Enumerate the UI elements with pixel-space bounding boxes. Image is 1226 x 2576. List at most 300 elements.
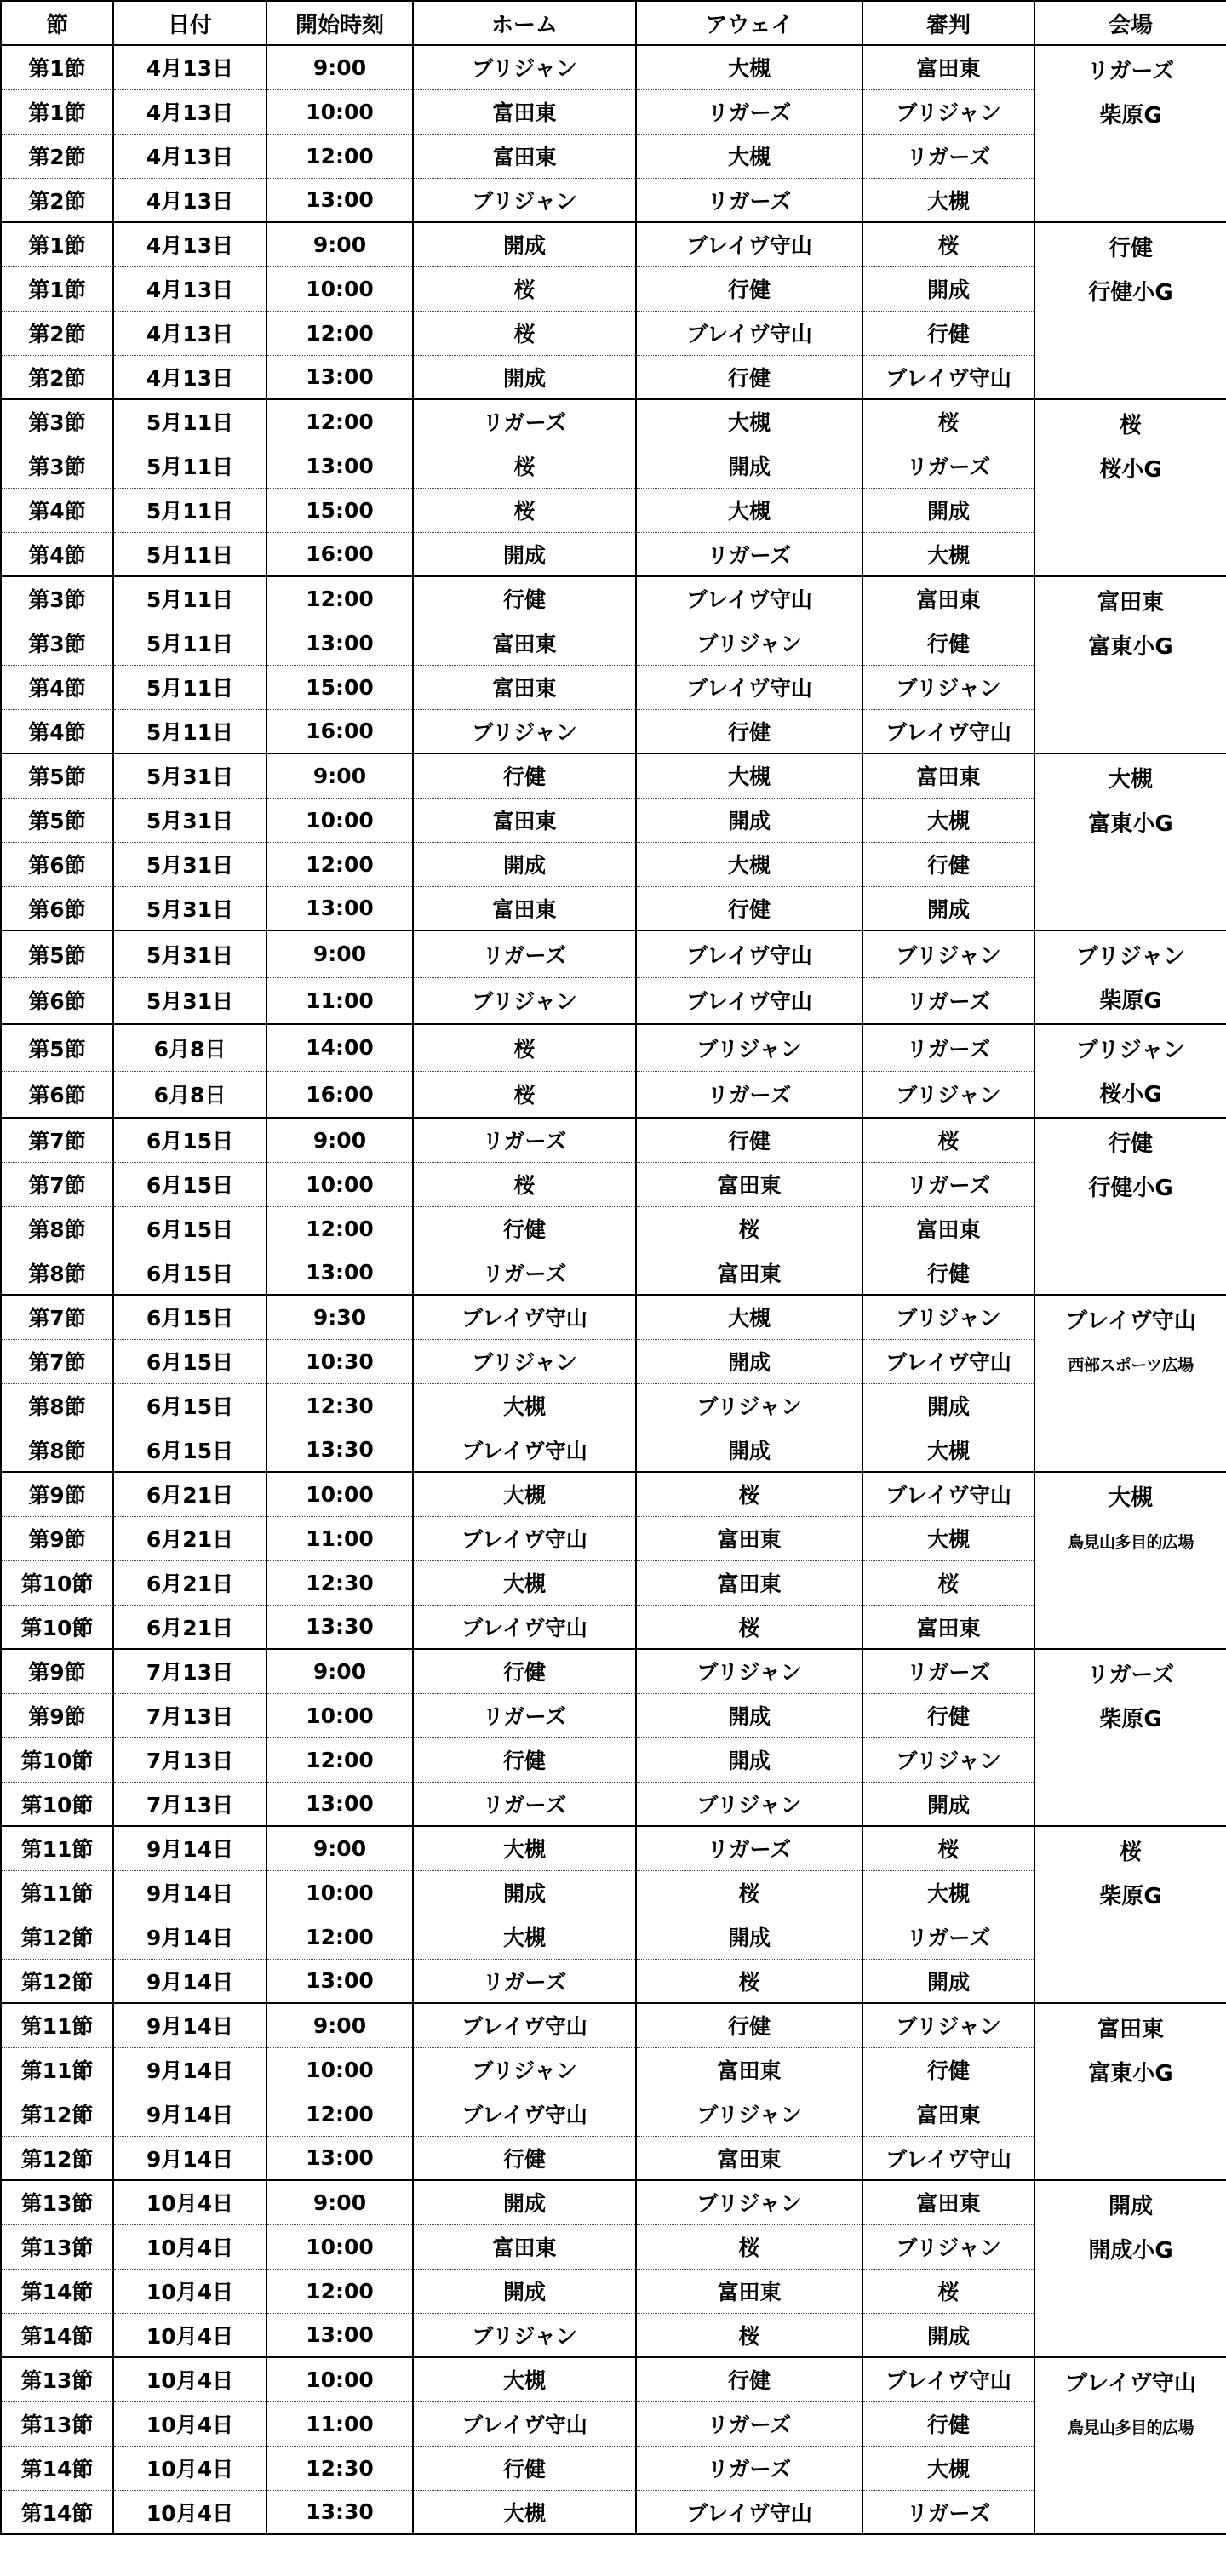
referee-cell: ブレイヴ守山 xyxy=(862,2357,1034,2401)
table-row xyxy=(1,399,1226,444)
away-team-cell: 桜 xyxy=(636,1605,862,1649)
away-team-cell: 富田東 xyxy=(636,2136,862,2180)
venue-field: 桜小G xyxy=(1099,1082,1162,1108)
referee-cell: リガーズ xyxy=(862,977,1034,1024)
referee-cell: 大槻 xyxy=(862,1428,1034,1472)
round-cell: 第6節 xyxy=(1,1071,113,1118)
venue-field: 桜小G xyxy=(1099,457,1162,483)
referee-cell: 行健 xyxy=(862,2047,1034,2092)
round-cell: 第12節 xyxy=(1,2092,113,2136)
round-cell: 第7節 xyxy=(1,1339,113,1383)
away-team-cell: ブリジャン xyxy=(636,1649,862,1693)
start-time-cell: 12:30 xyxy=(266,1560,413,1605)
round-cell: 第11節 xyxy=(1,2047,113,2092)
start-time-cell: 9:00 xyxy=(266,753,413,798)
venue-field: 柴原G xyxy=(1099,1707,1162,1732)
away-team-cell: リガーズ xyxy=(636,1071,862,1118)
home-team-cell: 開成 xyxy=(413,532,636,576)
home-team-cell: 開成 xyxy=(413,1870,636,1915)
referee-cell: リガーズ xyxy=(862,1162,1034,1206)
referee-cell: 開成 xyxy=(862,2313,1034,2357)
away-team-cell: 行健 xyxy=(636,709,862,753)
away-team-cell: ブリジャン xyxy=(636,621,862,665)
start-time-cell: 12:00 xyxy=(266,134,413,178)
venue-host: 大槻 xyxy=(1108,767,1153,793)
venue-field: 西部スポーツ広場 xyxy=(1068,1356,1194,1375)
away-team-cell: ブレイヴ守山 xyxy=(636,2490,862,2534)
referee-cell: リガーズ xyxy=(862,2490,1034,2534)
away-team-cell: 開成 xyxy=(636,1339,862,1383)
round-cell: 第5節 xyxy=(1,798,113,842)
away-team-cell: 大槻 xyxy=(636,399,862,444)
home-team-cell: 桜 xyxy=(413,266,636,311)
home-team-cell: リガーズ xyxy=(413,1251,636,1295)
start-time-cell: 13:00 xyxy=(266,355,413,399)
venue-host: リガーズ xyxy=(1086,59,1175,84)
referee-cell: 大槻 xyxy=(862,1870,1034,1915)
date-cell: 9月14日 xyxy=(113,1959,266,2003)
home-team-cell: 開成 xyxy=(413,2180,636,2224)
referee-cell: 大槻 xyxy=(862,178,1034,222)
home-team-cell: ブリジャン xyxy=(413,2047,636,2092)
referee-cell: ブレイヴ守山 xyxy=(862,709,1034,753)
referee-cell: 行健 xyxy=(862,1693,1034,1737)
round-cell: 第13節 xyxy=(1,2180,113,2224)
home-team-cell: リガーズ xyxy=(413,1959,636,2003)
table-row xyxy=(1,930,1226,977)
date-cell: 4月13日 xyxy=(113,89,266,134)
date-cell: 7月13日 xyxy=(113,1649,266,1693)
start-time-cell: 10:00 xyxy=(266,1472,413,1516)
venue-field: 富東小G xyxy=(1088,634,1173,660)
venue-field: 柴原G xyxy=(1099,988,1162,1014)
venue-field: 富東小G xyxy=(1088,811,1173,837)
start-time-cell: 13:00 xyxy=(266,178,413,222)
start-time-cell: 10:00 xyxy=(266,2224,413,2269)
venue-cell xyxy=(1034,930,1226,1024)
date-cell: 6月8日 xyxy=(113,1071,266,1118)
start-time-cell: 10:00 xyxy=(266,2047,413,2092)
away-team-cell: 開成 xyxy=(636,444,862,488)
home-team-cell: 行健 xyxy=(413,2136,636,2180)
date-cell: 5月11日 xyxy=(113,399,266,444)
table-header xyxy=(1,1,1226,45)
date-cell: 10月4日 xyxy=(113,2224,266,2269)
date-cell: 10月4日 xyxy=(113,2446,266,2490)
start-time-cell: 15:00 xyxy=(266,665,413,709)
header-home: ホーム xyxy=(413,1,636,45)
header-round: 節 xyxy=(1,1,113,45)
round-cell: 第13節 xyxy=(1,2357,113,2401)
date-cell: 6月15日 xyxy=(113,1162,266,1206)
referee-cell: 富田東 xyxy=(862,753,1034,798)
venue-field: 開成小G xyxy=(1088,2238,1173,2264)
table-row xyxy=(1,2180,1226,2224)
venue-host: ブレイヴ守山 xyxy=(1065,1308,1196,1334)
home-team-cell: 行健 xyxy=(413,1206,636,1251)
venue-cell xyxy=(1034,222,1226,399)
round-cell: 第12節 xyxy=(1,1915,113,1959)
home-team-cell: 大槻 xyxy=(413,2357,636,2401)
round-cell: 第9節 xyxy=(1,1649,113,1693)
home-team-cell: ブリジャン xyxy=(413,709,636,753)
round-cell: 第1節 xyxy=(1,45,113,89)
referee-cell: 開成 xyxy=(862,1959,1034,2003)
home-team-cell: 富田東 xyxy=(413,2224,636,2269)
round-cell: 第5節 xyxy=(1,753,113,798)
away-team-cell: リガーズ xyxy=(636,1826,862,1870)
referee-cell: 大槻 xyxy=(862,798,1034,842)
start-time-cell: 13:00 xyxy=(266,2313,413,2357)
home-team-cell: 開成 xyxy=(413,355,636,399)
venue-host: ブレイヴ守山 xyxy=(1065,2371,1196,2396)
table-row xyxy=(1,2003,1226,2047)
away-team-cell: 開成 xyxy=(636,1693,862,1737)
header-start-time: 開始時刻 xyxy=(266,1,413,45)
away-team-cell: ブレイヴ守山 xyxy=(636,576,862,621)
round-cell: 第8節 xyxy=(1,1428,113,1472)
home-team-cell: 桜 xyxy=(413,1162,636,1206)
referee-cell: 富田東 xyxy=(862,1206,1034,1251)
referee-cell: リガーズ xyxy=(862,444,1034,488)
start-time-cell: 9:00 xyxy=(266,222,413,266)
home-team-cell: 富田東 xyxy=(413,134,636,178)
home-team-cell: 開成 xyxy=(413,222,636,266)
home-team-cell: ブレイヴ守山 xyxy=(413,2003,636,2047)
round-cell: 第6節 xyxy=(1,886,113,930)
round-cell: 第1節 xyxy=(1,266,113,311)
round-cell: 第4節 xyxy=(1,488,113,532)
venue-host: 開成 xyxy=(1108,2194,1153,2219)
date-cell: 5月11日 xyxy=(113,621,266,665)
start-time-cell: 10:00 xyxy=(266,798,413,842)
away-team-cell: 行健 xyxy=(636,886,862,930)
date-cell: 6月15日 xyxy=(113,1339,266,1383)
round-cell: 第10節 xyxy=(1,1605,113,1649)
round-cell: 第3節 xyxy=(1,399,113,444)
away-team-cell: 行健 xyxy=(636,266,862,311)
date-cell: 5月11日 xyxy=(113,576,266,621)
venue-host: 桜 xyxy=(1119,1840,1142,1865)
away-team-cell: ブレイヴ守山 xyxy=(636,930,862,977)
round-cell: 第7節 xyxy=(1,1118,113,1162)
away-team-cell: ブレイヴ守山 xyxy=(636,311,862,355)
away-team-cell: ブレイヴ守山 xyxy=(636,665,862,709)
round-cell: 第10節 xyxy=(1,1560,113,1605)
venue-cell xyxy=(1034,576,1226,753)
start-time-cell: 10:00 xyxy=(266,266,413,311)
date-cell: 5月31日 xyxy=(113,753,266,798)
table-row xyxy=(1,1295,1226,1339)
away-team-cell: 行健 xyxy=(636,355,862,399)
referee-cell: 桜 xyxy=(862,1826,1034,1870)
venue-cell xyxy=(1034,2003,1226,2180)
date-cell: 6月21日 xyxy=(113,1516,266,1560)
start-time-cell: 16:00 xyxy=(266,1071,413,1118)
date-cell: 6月15日 xyxy=(113,1295,266,1339)
referee-cell: 富田東 xyxy=(862,576,1034,621)
table-row xyxy=(1,1649,1226,1693)
start-time-cell: 9:00 xyxy=(266,2180,413,2224)
header-venue: 会場 xyxy=(1034,1,1226,45)
referee-cell: 行健 xyxy=(862,2401,1034,2446)
home-team-cell: リガーズ xyxy=(413,930,636,977)
table-row xyxy=(1,1024,1226,1071)
start-time-cell: 11:00 xyxy=(266,1516,413,1560)
venue-host: 大槻 xyxy=(1108,1485,1153,1511)
away-team-cell: リガーズ xyxy=(636,2446,862,2490)
away-team-cell: 行健 xyxy=(636,2357,862,2401)
venue-host: 富田東 xyxy=(1097,2017,1164,2042)
round-cell: 第3節 xyxy=(1,576,113,621)
referee-cell: ブリジャン xyxy=(862,89,1034,134)
home-team-cell: ブリジャン xyxy=(413,2313,636,2357)
venue-field: 柴原G xyxy=(1099,103,1162,129)
start-time-cell: 10:30 xyxy=(266,1339,413,1383)
date-cell: 6月15日 xyxy=(113,1383,266,1428)
date-cell: 7月13日 xyxy=(113,1782,266,1826)
date-cell: 6月15日 xyxy=(113,1206,266,1251)
home-team-cell: 富田東 xyxy=(413,621,636,665)
date-cell: 5月31日 xyxy=(113,930,266,977)
start-time-cell: 13:00 xyxy=(266,1959,413,2003)
round-cell: 第1節 xyxy=(1,89,113,134)
round-cell: 第11節 xyxy=(1,1870,113,1915)
home-team-cell: 大槻 xyxy=(413,1915,636,1959)
away-team-cell: 開成 xyxy=(636,1737,862,1782)
start-time-cell: 16:00 xyxy=(266,532,413,576)
venue-host: 富田東 xyxy=(1097,590,1164,615)
table-row xyxy=(1,753,1226,798)
home-team-cell: ブレイヴ守山 xyxy=(413,1605,636,1649)
venue-cell xyxy=(1034,2357,1226,2534)
start-time-cell: 12:00 xyxy=(266,576,413,621)
date-cell: 10月4日 xyxy=(113,2269,266,2313)
home-team-cell: ブレイヴ守山 xyxy=(413,1516,636,1560)
start-time-cell: 13:30 xyxy=(266,1605,413,1649)
away-team-cell: 富田東 xyxy=(636,1516,862,1560)
start-time-cell: 14:00 xyxy=(266,1024,413,1071)
start-time-cell: 12:00 xyxy=(266,399,413,444)
table-row xyxy=(1,1826,1226,1870)
referee-cell: 桜 xyxy=(862,1118,1034,1162)
round-cell: 第9節 xyxy=(1,1693,113,1737)
date-cell: 5月11日 xyxy=(113,665,266,709)
table-row xyxy=(1,1472,1226,1516)
date-cell: 5月31日 xyxy=(113,798,266,842)
round-cell: 第12節 xyxy=(1,1959,113,2003)
venue-field: 行健小G xyxy=(1088,280,1173,306)
round-cell: 第12節 xyxy=(1,2136,113,2180)
referee-cell: ブレイヴ守山 xyxy=(862,2136,1034,2180)
referee-cell: 大槻 xyxy=(862,1516,1034,1560)
date-cell: 10月4日 xyxy=(113,2401,266,2446)
date-cell: 5月31日 xyxy=(113,886,266,930)
start-time-cell: 13:00 xyxy=(266,621,413,665)
round-cell: 第2節 xyxy=(1,355,113,399)
round-cell: 第7節 xyxy=(1,1295,113,1339)
home-team-cell: 桜 xyxy=(413,444,636,488)
round-cell: 第8節 xyxy=(1,1251,113,1295)
away-team-cell: 桜 xyxy=(636,2224,862,2269)
home-team-cell: 行健 xyxy=(413,753,636,798)
home-team-cell: 行健 xyxy=(413,1649,636,1693)
start-time-cell: 13:00 xyxy=(266,1782,413,1826)
referee-cell: 開成 xyxy=(862,1383,1034,1428)
referee-cell: ブリジャン xyxy=(862,930,1034,977)
round-cell: 第3節 xyxy=(1,444,113,488)
start-time-cell: 9:30 xyxy=(266,1295,413,1339)
away-team-cell: ブリジャン xyxy=(636,1024,862,1071)
home-team-cell: 富田東 xyxy=(413,886,636,930)
referee-cell: ブリジャン xyxy=(862,2224,1034,2269)
venue-cell xyxy=(1034,753,1226,930)
start-time-cell: 12:00 xyxy=(266,842,413,886)
date-cell: 5月31日 xyxy=(113,842,266,886)
round-cell: 第8節 xyxy=(1,1383,113,1428)
home-team-cell: 大槻 xyxy=(413,1826,636,1870)
start-time-cell: 10:00 xyxy=(266,1870,413,1915)
table-row xyxy=(1,2357,1226,2401)
referee-cell: ブレイヴ守山 xyxy=(862,355,1034,399)
home-team-cell: 開成 xyxy=(413,2269,636,2313)
home-team-cell: 行健 xyxy=(413,576,636,621)
referee-cell: ブリジャン xyxy=(862,1737,1034,1782)
start-time-cell: 9:00 xyxy=(266,45,413,89)
home-team-cell: リガーズ xyxy=(413,399,636,444)
date-cell: 10月4日 xyxy=(113,2490,266,2534)
round-cell: 第14節 xyxy=(1,2313,113,2357)
venue-cell xyxy=(1034,1826,1226,2003)
home-team-cell: 桜 xyxy=(413,488,636,532)
away-team-cell: 桜 xyxy=(636,2313,862,2357)
referee-cell: 桜 xyxy=(862,1560,1034,1605)
away-team-cell: 富田東 xyxy=(636,1560,862,1605)
home-team-cell: ブレイヴ守山 xyxy=(413,1295,636,1339)
away-team-cell: 開成 xyxy=(636,798,862,842)
venue-cell xyxy=(1034,1024,1226,1118)
referee-cell: 大槻 xyxy=(862,2446,1034,2490)
round-cell: 第2節 xyxy=(1,134,113,178)
home-team-cell: ブレイヴ守山 xyxy=(413,2401,636,2446)
away-team-cell: 大槻 xyxy=(636,45,862,89)
referee-cell: 行健 xyxy=(862,1251,1034,1295)
date-cell: 9月14日 xyxy=(113,1870,266,1915)
date-cell: 5月11日 xyxy=(113,532,266,576)
date-cell: 9月14日 xyxy=(113,1915,266,1959)
date-cell: 4月13日 xyxy=(113,311,266,355)
start-time-cell: 9:00 xyxy=(266,1118,413,1162)
start-time-cell: 15:00 xyxy=(266,488,413,532)
away-team-cell: リガーズ xyxy=(636,2401,862,2446)
date-cell: 4月13日 xyxy=(113,266,266,311)
table-body xyxy=(1,45,1226,2534)
round-cell: 第14節 xyxy=(1,2490,113,2534)
date-cell: 9月14日 xyxy=(113,2092,266,2136)
header-away: アウェイ xyxy=(636,1,862,45)
home-team-cell: 大槻 xyxy=(413,1560,636,1605)
date-cell: 9月14日 xyxy=(113,2003,266,2047)
referee-cell: 行健 xyxy=(862,842,1034,886)
referee-cell: リガーズ xyxy=(862,1649,1034,1693)
start-time-cell: 13:30 xyxy=(266,2490,413,2534)
date-cell: 6月15日 xyxy=(113,1251,266,1295)
date-cell: 6月21日 xyxy=(113,1560,266,1605)
start-time-cell: 13:00 xyxy=(266,444,413,488)
start-time-cell: 9:00 xyxy=(266,1649,413,1693)
away-team-cell: 桜 xyxy=(636,1472,862,1516)
venue-field: 行健小G xyxy=(1088,1176,1173,1201)
round-cell: 第6節 xyxy=(1,842,113,886)
venue-host: 行健 xyxy=(1108,236,1153,261)
round-cell: 第14節 xyxy=(1,2269,113,2313)
referee-cell: 桜 xyxy=(862,2269,1034,2313)
referee-cell: 桜 xyxy=(862,222,1034,266)
date-cell: 6月15日 xyxy=(113,1428,266,1472)
away-team-cell: 大槻 xyxy=(636,753,862,798)
round-cell: 第6節 xyxy=(1,977,113,1024)
round-cell: 第5節 xyxy=(1,930,113,977)
away-team-cell: 行健 xyxy=(636,1118,862,1162)
venue-host: ブリジャン xyxy=(1075,944,1186,970)
header-date: 日付 xyxy=(113,1,266,45)
date-cell: 10月4日 xyxy=(113,2357,266,2401)
home-team-cell: 富田東 xyxy=(413,89,636,134)
referee-cell: 富田東 xyxy=(862,2180,1034,2224)
date-cell: 6月21日 xyxy=(113,1605,266,1649)
start-time-cell: 13:00 xyxy=(266,886,413,930)
start-time-cell: 12:00 xyxy=(266,2269,413,2313)
venue-cell xyxy=(1034,1472,1226,1649)
referee-cell: 富田東 xyxy=(862,2092,1034,2136)
round-cell: 第4節 xyxy=(1,665,113,709)
round-cell: 第9節 xyxy=(1,1472,113,1516)
home-team-cell: ブリジャン xyxy=(413,45,636,89)
venue-field: 柴原G xyxy=(1099,1884,1162,1909)
date-cell: 4月13日 xyxy=(113,178,266,222)
home-team-cell: リガーズ xyxy=(413,1693,636,1737)
round-cell: 第10節 xyxy=(1,1737,113,1782)
start-time-cell: 13:00 xyxy=(266,1251,413,1295)
referee-cell: 大槻 xyxy=(862,532,1034,576)
round-cell: 第11節 xyxy=(1,1826,113,1870)
round-cell: 第2節 xyxy=(1,178,113,222)
start-time-cell: 12:00 xyxy=(266,1737,413,1782)
home-team-cell: 桜 xyxy=(413,1024,636,1071)
venue-field: 鳥見山多目的広場 xyxy=(1067,1533,1194,1552)
date-cell: 4月13日 xyxy=(113,45,266,89)
venue-cell xyxy=(1034,1118,1226,1295)
table-row xyxy=(1,222,1226,266)
round-cell: 第4節 xyxy=(1,532,113,576)
away-team-cell: 開成 xyxy=(636,1428,862,1472)
referee-cell: 開成 xyxy=(862,266,1034,311)
start-time-cell: 11:00 xyxy=(266,977,413,1024)
away-team-cell: 桜 xyxy=(636,1206,862,1251)
away-team-cell: リガーズ xyxy=(636,89,862,134)
round-cell: 第3節 xyxy=(1,621,113,665)
venue-host: リガーズ xyxy=(1086,1663,1175,1688)
home-team-cell: 行健 xyxy=(413,2446,636,2490)
date-cell: 5月11日 xyxy=(113,488,266,532)
referee-cell: 富田東 xyxy=(862,1605,1034,1649)
venue-cell xyxy=(1034,399,1226,576)
away-team-cell: 大槻 xyxy=(636,842,862,886)
round-cell: 第8節 xyxy=(1,1206,113,1251)
away-team-cell: 大槻 xyxy=(636,134,862,178)
home-team-cell: リガーズ xyxy=(413,1118,636,1162)
start-time-cell: 13:30 xyxy=(266,1428,413,1472)
